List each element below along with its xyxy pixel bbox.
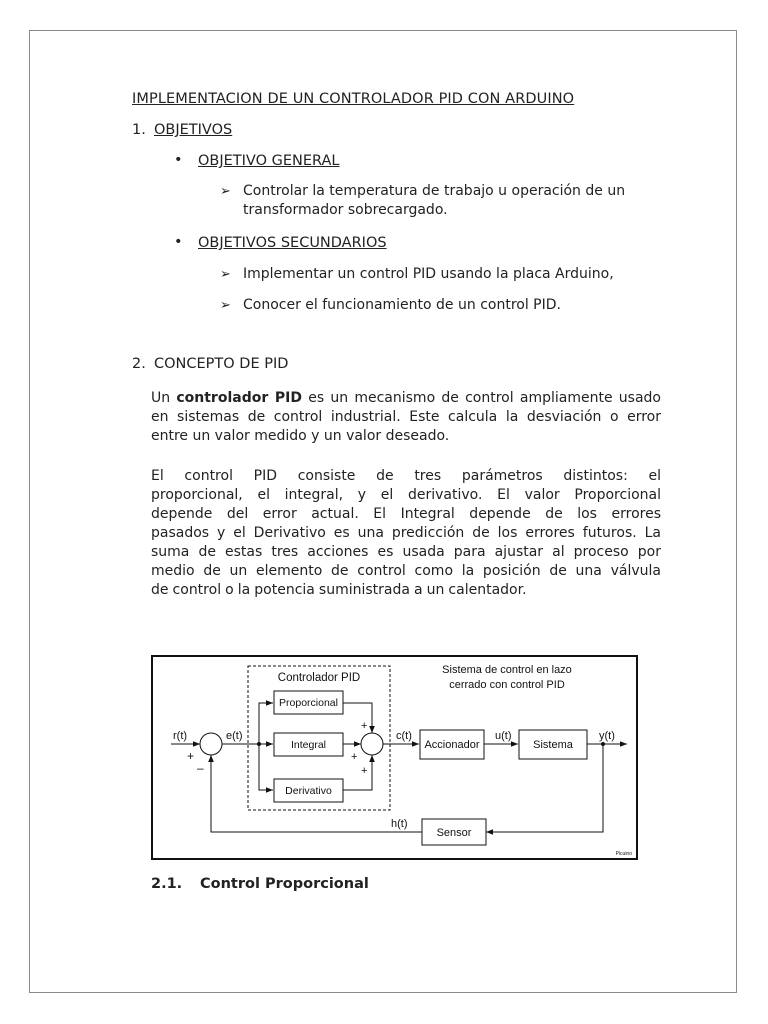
signal-y-label: y(t) — [599, 730, 615, 742]
paragraph-line: proporcional, el integral, y el derivativo. El valor Proporcional — [151, 487, 661, 503]
paragraph-line: depende del error actual. El Integral depende de los errores — [151, 506, 661, 522]
objetivos-secundarios-heading — [174, 234, 387, 251]
sign-plus-derivativo: + — [361, 765, 368, 777]
block-sensor-label: Sensor — [436, 827, 472, 839]
paragraph-line: de control o la potencia suministrada a un calentador. — [151, 582, 527, 598]
section-1-number: 1. — [132, 122, 146, 138]
signal-c-label: c(t) — [396, 730, 412, 742]
bullet-icon: • — [174, 152, 183, 168]
subsection-heading — [151, 876, 369, 892]
objetivo-general-title: OBJETIVO GENERAL — [198, 153, 340, 169]
list-item-text: Controlar la temperatura de trabajo u operación de un transformador sobrecargado. — [243, 183, 626, 218]
pid-summing-junction — [361, 733, 383, 755]
arrow-bullet-icon: ➢ — [220, 184, 231, 199]
document-title: IMPLEMENTACION DE UN CONTROLADOR PID CON ARDUINO — [132, 91, 575, 107]
sign-plus-input: + — [187, 749, 195, 763]
diagram-credit: Picuino — [615, 851, 632, 857]
block-proporcional-label: Proporcional — [279, 697, 338, 709]
paragraph-pid-parameters — [151, 467, 661, 600]
paragraph-line: El control PID consiste de tres parámetros distintos: el — [151, 468, 661, 484]
sign-plus-integral: + — [351, 751, 358, 763]
paragraph-lead: Un — [151, 390, 177, 406]
controller-label: Controlador PID — [277, 672, 361, 684]
diagram-caption-line-1: Sistema de control en lazo — [442, 664, 572, 676]
paragraph-pid-definition — [151, 389, 661, 446]
signal-e-label: e(t) — [226, 730, 243, 742]
paragraph-line: medio de un elemento de control como la posición de una válvula — [151, 563, 661, 579]
signal-h-label: h(t) — [391, 818, 408, 830]
arrow-bullet-icon: ➢ — [220, 298, 231, 313]
block-integral-label: Integral — [290, 739, 327, 751]
error-summing-junction — [200, 733, 222, 755]
subsection-number: 2.1. — [151, 876, 183, 892]
pid-block-diagram — [151, 655, 638, 860]
block-derivativo-label: Derivativo — [285, 785, 332, 797]
subsection-title: Control Proporcional — [200, 876, 369, 892]
sign-plus-proporcional: + — [361, 720, 368, 732]
objetivo-general-heading — [174, 152, 340, 169]
paragraph-line: pasados y el Derivativo es una predicción de los errores futuros. La — [151, 525, 661, 541]
block-accionador-label: Accionador — [424, 739, 480, 751]
paragraph-line: suma de estas tres acciones es usada para ajustar al proceso por — [151, 544, 661, 560]
pid-block-diagram-svg — [151, 655, 638, 860]
section-1-title: OBJETIVOS — [154, 122, 233, 138]
list-item-text: Conocer el funcionamiento de un control PID. — [243, 297, 561, 313]
section-2-title: CONCEPTO DE PID — [154, 356, 289, 372]
objetivos-secundarios-title: OBJETIVOS SECUNDARIOS — [198, 235, 387, 251]
arrow-bullet-icon: ➢ — [220, 267, 231, 282]
sign-minus-feedback: – — [197, 761, 204, 775]
diagram-caption-line-2: cerrado con control PID — [449, 679, 565, 691]
paragraph-rest: es un mecanismo de control ampliamente usado en sistemas de control industrial. Este calcula la desviación o error entre un valor medido y un valor deseado. — [151, 390, 661, 444]
signal-r-label: r(t) — [173, 730, 188, 742]
bullet-icon: • — [174, 234, 183, 250]
section-2-number: 2. — [132, 356, 146, 372]
paragraph-bold-term: controlador PID — [176, 390, 302, 406]
block-sistema-label: Sistema — [533, 739, 573, 751]
list-item-text: Implementar un control PID usando la placa Arduino, — [243, 266, 614, 282]
signal-u-label: u(t) — [495, 730, 512, 742]
section-2-heading — [132, 356, 288, 372]
section-1-heading — [132, 122, 232, 138]
